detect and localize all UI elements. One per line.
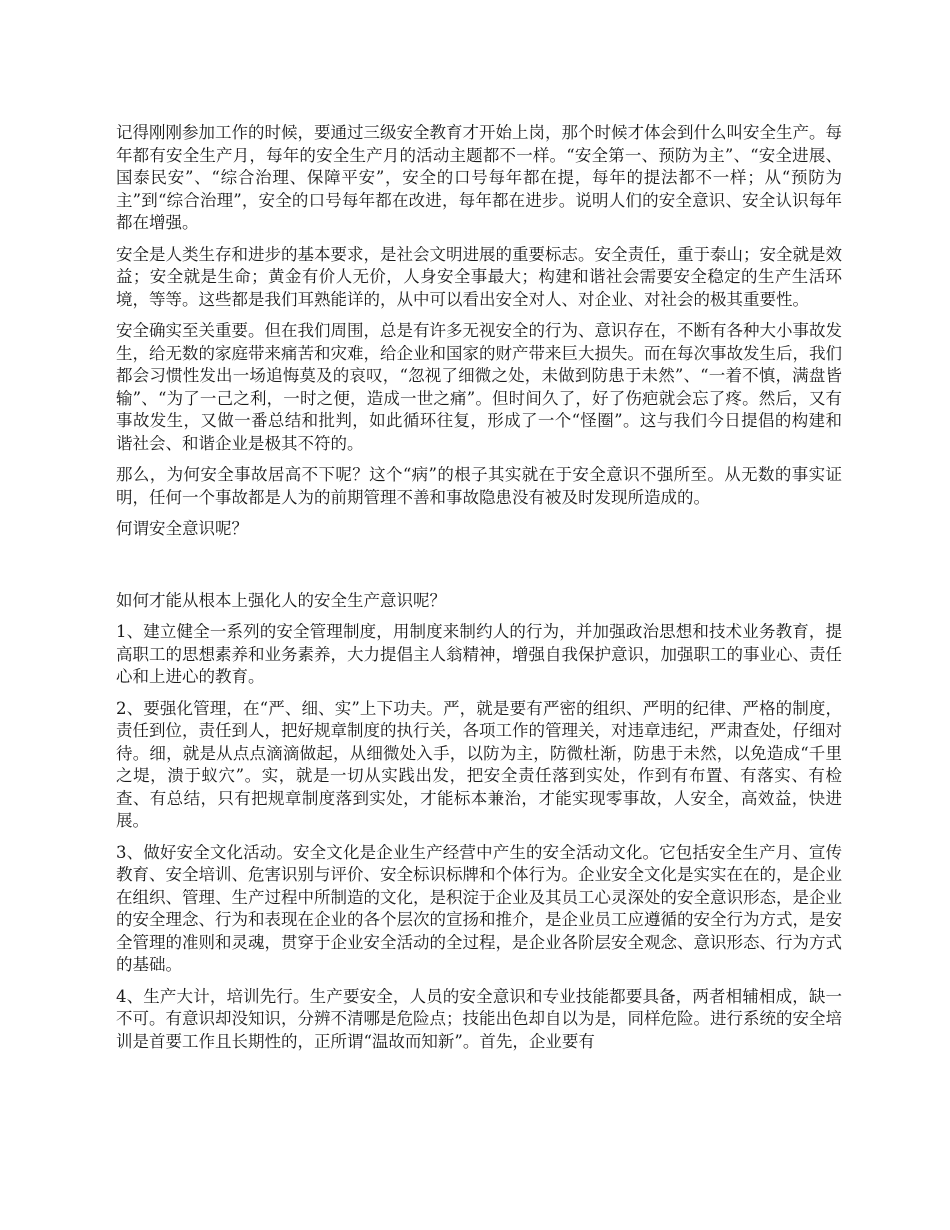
paragraph-accidents: 安全确实至关重要。但在我们周围，总是有许多无视安全的行为、意识存在，不断有各种大小事故发生，给无数的家庭带来痛苦和灾难，给企业和国家的财产带来巨大损失。而在每次事故发生后，我们都会习惯性发出一场追悔莫及的哀叹，“忽视了细微之处，未做到防患于未然”、“一着不慎，满盘皆输”、“为了一己之利，一时之便，造成一世之痛”。但时间久了，好了伤疤就会忘了疼。然后，又有事故发生，又做一番总结和批判，如此循环往复，形成了一个“怪圈”。这与我们今日提倡的构建和谐社会、和谐企业是极其不符的。	[116, 321, 842, 453]
paragraph-root-cause: 那么，为何安全事故居高不下呢？这个“病”的根子其实就在于安全意识不强所至。从无数的事实证明，任何一个事故都是人为的前期管理不善和事故隐患没有被及时发现所造成的。	[116, 465, 842, 507]
paragraph-intro: 记得刚刚参加工作的时候，要通过三级安全教育才开始上岗，那个时候才体会到什么叫安全生产。每年都有安全生产月，每年的安全生产月的活动主题都不一样。“安全第一、预防为主”、“安全进展、国泰民安”、“综合治理、保障平安”，安全的口号每年都在提，每年的提法都不一样；从“预防为主”到“综合治理”，安全的口号每年都在改进，每年都在进步。说明人们的安全意识、安全认识每年都在增强。	[116, 123, 842, 232]
paragraph-question-awareness: 何谓安全意识呢？	[116, 519, 248, 538]
paragraph-item-2: 2、要强化管理，在“严、细、实”上下功夫。严，就是要有严密的组织、严明的纪律、严格的制度，责任到位，责任到人，把好规章制度的执行关，各项工作的管理关，对违章违纪，严肃查处，仔细对待。细，就是从点点滴滴做起，从细微处入手，以防为主，防微杜渐，防患于未然，以免造成“千里之堤，溃于蚁穴”。实，就是一切从实践出发，把安全责任落到实处，作到有布置、有落实、有检查、有总结，只有把规章制度落到实处，才能标本兼治，才能实现零事故，人安全，高效益，快进展。	[116, 698, 842, 830]
document-body	[116, 122, 842, 1062]
paragraph-question-strengthen: 如何才能从根本上强化人的安全生产意识呢？	[116, 590, 446, 610]
paragraph-safety-importance: 安全是人类生存和进步的基本要求，是社会文明进展的重要标志。安全责任，重于泰山；安全就是效益；安全就是生命；黄金有价人无价，人身安全事最大；构建和谐社会需要安全稳定的生产生活环境，等等。这些都是我们耳熟能详的，从中可以看出安全对人、对企业、对社会的极其重要性。	[116, 244, 842, 309]
paragraph-item-1: 1、建立健全一系列的安全管理制度，用制度来制约人的行为，并加强政治思想和技术业务教育，提高职工的思想素养和业务素养，大力提倡主人翁精神，增强自我保护意识，加强职工的事业心、责任心和上进心的教育。	[116, 622, 842, 686]
paragraph-item-3: 3、做好安全文化活动。安全文化是企业生产经营中产生的安全活动文化。它包括安全生产月、宣传教育、安全培训、危害识别与评价、安全标识标牌和个体行为。企业安全文化是实实在在的，是企业在组织、管理、生产过程中所制造的文化，是积淀于企业及其员工心灵深处的安全意识形态，是企业的安全理念、行为和表现在企业的各个层次的宣扬和推介，是企业员工应遵循的安全行为方式，是安全管理的准则和灵魂，贯穿于企业安全活动的全过程，是企业各阶层安全观念、意识形态、行为方式的基础。	[116, 842, 842, 974]
paragraph-item-4: 4、生产大计，培训先行。生产要安全，人员的安全意识和专业技能都要具备，两者相辅相成，缺一不可。有意识却没知识，分辨不清哪是危险点；技能出色却自以为是，同样危险。进行系统的安全培训是首要工作且长期性的，正所谓“温故而知新”。首先，企业要有	[116, 986, 842, 1051]
blank-gap	[116, 550, 842, 590]
